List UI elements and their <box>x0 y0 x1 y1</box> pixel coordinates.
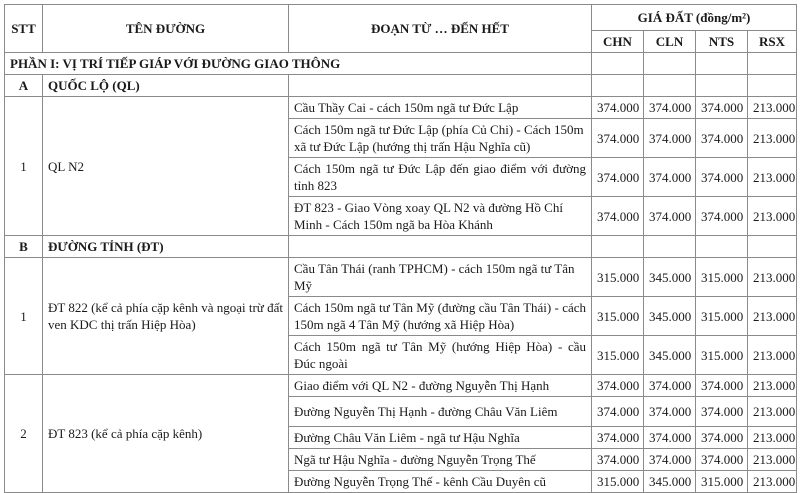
price-chn: 374.000 <box>592 119 644 158</box>
table-row <box>5 97 797 119</box>
header-gia-dat: GIÁ ĐẤT (đồng/m²) <box>592 5 797 31</box>
header-doan: ĐOẠN TỪ … ĐẾN HẾT <box>289 5 592 53</box>
header-stt: STT <box>5 5 43 53</box>
price-cln: 374.000 <box>644 449 696 471</box>
segment-desc: Cầu Thầy Cai - cách 150m ngã tư Đức Lập <box>289 97 592 119</box>
road-name: QL N2 <box>43 97 289 236</box>
price-chn: 315.000 <box>592 258 644 297</box>
land-price-table <box>4 4 797 493</box>
price-nts: 315.000 <box>696 297 748 336</box>
price-cln: 374.000 <box>644 375 696 397</box>
price-cln: 345.000 <box>644 258 696 297</box>
price-cln: 374.000 <box>644 119 696 158</box>
price-rsx: 213.000 <box>748 375 797 397</box>
header-chn: CHN <box>592 31 644 53</box>
segment-desc: Cách 150m ngã tư Đức Lập (phía Củ Chi) - Cách 150m xã tư Đức Lập (hướng thị trấn Hậu Nghĩa cũ) <box>289 119 592 158</box>
segment-desc: Đường Nguyễn Trọng Thế - kênh Cầu Duyên cũ <box>289 471 592 493</box>
road-stt: 1 <box>5 97 43 236</box>
road-stt: 1 <box>5 258 43 375</box>
price-cln: 374.000 <box>644 197 696 236</box>
price-cln: 345.000 <box>644 297 696 336</box>
price-nts: 374.000 <box>696 97 748 119</box>
price-nts: 315.000 <box>696 336 748 375</box>
header-cln: CLN <box>644 31 696 53</box>
price-nts: 315.000 <box>696 471 748 493</box>
price-cln: 374.000 <box>644 97 696 119</box>
price-rsx: 213.000 <box>748 297 797 336</box>
price-rsx: 213.000 <box>748 197 797 236</box>
road-name: ĐT 822 (kể cả phía cặp kênh và ngoại trừ đất ven KDC thị trấn Hiệp Hòa) <box>43 258 289 375</box>
price-nts: 374.000 <box>696 427 748 449</box>
price-chn: 374.000 <box>592 158 644 197</box>
price-rsx: 213.000 <box>748 158 797 197</box>
price-nts: 315.000 <box>696 258 748 297</box>
road-name: ĐT 823 (kể cả phía cặp kênh) <box>43 375 289 493</box>
price-cln: 345.000 <box>644 471 696 493</box>
price-chn: 374.000 <box>592 397 644 427</box>
header-ten-duong: TÊN ĐƯỜNG <box>43 5 289 53</box>
section-title: PHẦN I: VỊ TRÍ TIẾP GIÁP VỚI ĐƯỜNG GIAO THÔNG <box>5 53 592 75</box>
segment-desc: Đường Nguyễn Thị Hạnh - đường Châu Văn Liêm <box>289 397 592 427</box>
header-rsx: RSX <box>748 31 797 53</box>
group-row-b <box>5 236 797 258</box>
price-nts: 374.000 <box>696 375 748 397</box>
price-rsx: 213.000 <box>748 258 797 297</box>
segment-desc: Đường Châu Văn Liêm - ngã tư Hậu Nghĩa <box>289 427 592 449</box>
price-rsx: 213.000 <box>748 471 797 493</box>
price-cln: 374.000 <box>644 427 696 449</box>
price-chn: 315.000 <box>592 297 644 336</box>
price-nts: 374.000 <box>696 449 748 471</box>
price-chn: 374.000 <box>592 375 644 397</box>
price-nts: 374.000 <box>696 397 748 427</box>
group-code: A <box>5 75 43 97</box>
price-chn: 374.000 <box>592 97 644 119</box>
price-chn: 315.000 <box>592 471 644 493</box>
road-stt: 2 <box>5 375 43 493</box>
segment-desc: Giao điểm với QL N2 - đường Nguyễn Thị Hạnh <box>289 375 592 397</box>
segment-desc: Cầu Tân Thái (ranh TPHCM) - cách 150m ngã tư Tân Mỹ <box>289 258 592 297</box>
price-rsx: 213.000 <box>748 427 797 449</box>
segment-desc: Ngã tư Hậu Nghĩa - đường Nguyễn Trọng Thế <box>289 449 592 471</box>
price-nts: 374.000 <box>696 197 748 236</box>
segment-desc: ĐT 823 - Giao Vòng xoay QL N2 và đường Hồ Chí Minh - Cách 150m ngã ba Hòa Khánh <box>289 197 592 236</box>
section-row <box>5 53 797 75</box>
price-chn: 374.000 <box>592 449 644 471</box>
price-chn: 315.000 <box>592 336 644 375</box>
segment-desc: Cách 150m ngã tư Tân Mỹ (hướng Hiệp Hòa) - cầu Đúc ngoài <box>289 336 592 375</box>
segment-desc: Cách 150m ngã tư Đức Lập đến giao điểm với đường tỉnh 823 <box>289 158 592 197</box>
price-rsx: 213.000 <box>748 97 797 119</box>
table-row <box>5 258 797 297</box>
group-code: B <box>5 236 43 258</box>
table-row <box>5 375 797 397</box>
group-row-a <box>5 75 797 97</box>
group-title: ĐƯỜNG TỈNH (ĐT) <box>43 236 289 258</box>
header-nts: NTS <box>696 31 748 53</box>
price-chn: 374.000 <box>592 197 644 236</box>
group-title: QUỐC LỘ (QL) <box>43 75 289 97</box>
price-rsx: 213.000 <box>748 449 797 471</box>
segment-desc: Cách 150m ngã tư Tân Mỹ (đường cầu Tân Thái) - cách 150m ngã 4 Tân Mỹ (hướng xã Hiệp Hòa) <box>289 297 592 336</box>
price-rsx: 213.000 <box>748 119 797 158</box>
price-cln: 345.000 <box>644 336 696 375</box>
price-cln: 374.000 <box>644 158 696 197</box>
price-rsx: 213.000 <box>748 397 797 427</box>
price-nts: 374.000 <box>696 158 748 197</box>
price-cln: 374.000 <box>644 397 696 427</box>
price-nts: 374.000 <box>696 119 748 158</box>
price-chn: 374.000 <box>592 427 644 449</box>
price-rsx: 213.000 <box>748 336 797 375</box>
